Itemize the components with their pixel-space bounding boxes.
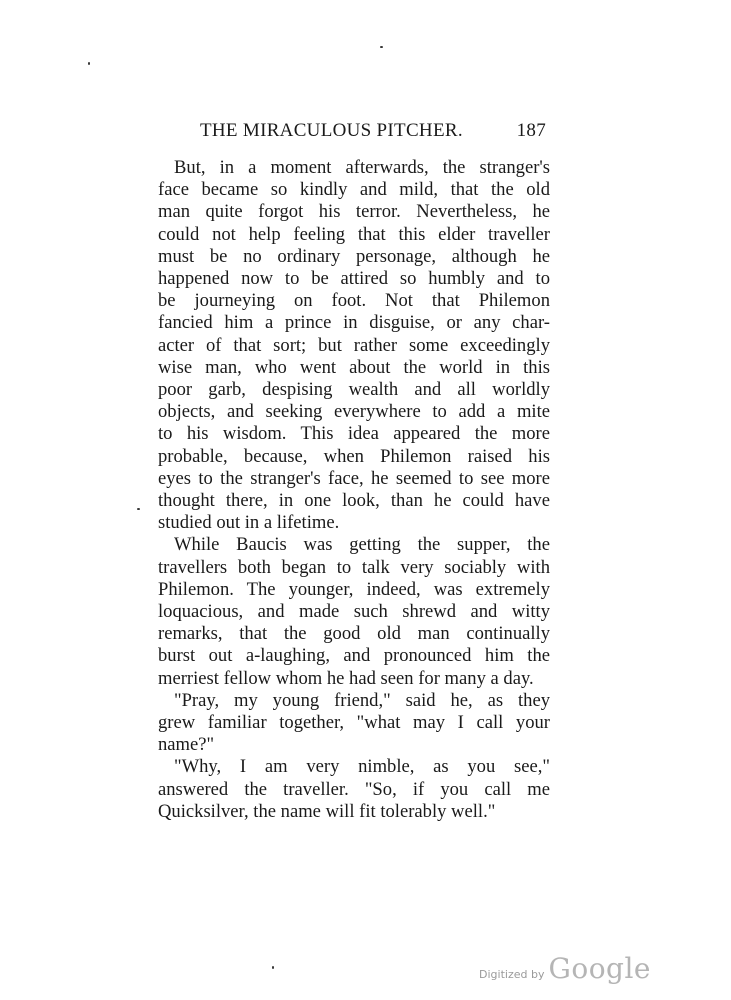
text-line: While Baucis was getting the supper, the	[174, 534, 550, 556]
running-header	[160, 120, 546, 146]
text-line: could not help feeling that this elder traveller	[158, 223, 550, 245]
text-line: poor garb, despising wealth and all worldly	[158, 379, 550, 401]
text-line: grew familiar together, "what may I call your	[158, 712, 550, 734]
running-title: THE MIRACULOUS PITCHER.	[200, 120, 463, 141]
text-line: loquacious, and made such shrewd and witty	[158, 601, 550, 623]
text-line: "Pray, my young friend," said he, as they	[174, 689, 550, 711]
text-line: must be no ordinary personage, although he	[158, 245, 550, 267]
text-line: studied out in a lifetime.	[158, 512, 340, 534]
text-line: remarks, that the good old man continually	[158, 623, 550, 645]
text-line: face became so kindly and mild, that the old	[158, 179, 550, 201]
scan-speck	[272, 966, 274, 969]
scan-speck	[137, 508, 140, 510]
watermark-prefix: Digitized by	[479, 968, 545, 981]
digitized-watermark	[479, 952, 651, 985]
text-line: be journeying on foot. Not that Philemon	[158, 290, 550, 312]
scan-speck	[380, 46, 383, 48]
text-line: acter of that sort; but rather some exceedingly	[158, 334, 550, 356]
text-line: travellers both began to talk very sociably with	[158, 556, 550, 578]
text-line: fancied him a prince in disguise, or any char-	[158, 312, 550, 334]
text-line: answered the traveller. "So, if you call me	[158, 778, 550, 800]
text-line: to his wisdom. This idea appeared the more	[158, 423, 550, 445]
text-line: thought there, in one look, than he could have	[158, 490, 550, 512]
text-line: merriest fellow whom he had seen for many a day.	[158, 667, 534, 689]
text-line: "Why, I am very nimble, as you see,"	[174, 756, 550, 778]
text-line: eyes to the stranger's face, he seemed to see more	[158, 467, 550, 489]
text-line: probable, because, when Philemon raised his	[158, 445, 550, 467]
google-logo: Google	[548, 952, 651, 985]
text-line: wise man, who went about the world in this	[158, 356, 550, 378]
scan-speck	[88, 62, 90, 65]
text-line: objects, and seeking everywhere to add a mite	[158, 401, 550, 423]
text-line: burst out a-laughing, and pronounced him the	[158, 645, 550, 667]
text-line: Quicksilver, the name will fit tolerably well."	[158, 800, 496, 822]
body-text	[158, 157, 550, 823]
text-line: man quite forgot his terror. Nevertheless, he	[158, 201, 550, 223]
text-line: Philemon. The younger, indeed, was extremely	[158, 578, 550, 600]
text-line: name?"	[158, 734, 215, 756]
text-line: But, in a moment afterwards, the stranger's	[174, 157, 550, 178]
paragraph	[158, 157, 550, 534]
paragraph	[158, 534, 550, 689]
paragraph	[158, 690, 550, 757]
paragraph	[158, 756, 550, 823]
text-line: happened now to be attired so humbly and to	[158, 268, 550, 290]
page-number: 187	[516, 120, 546, 141]
